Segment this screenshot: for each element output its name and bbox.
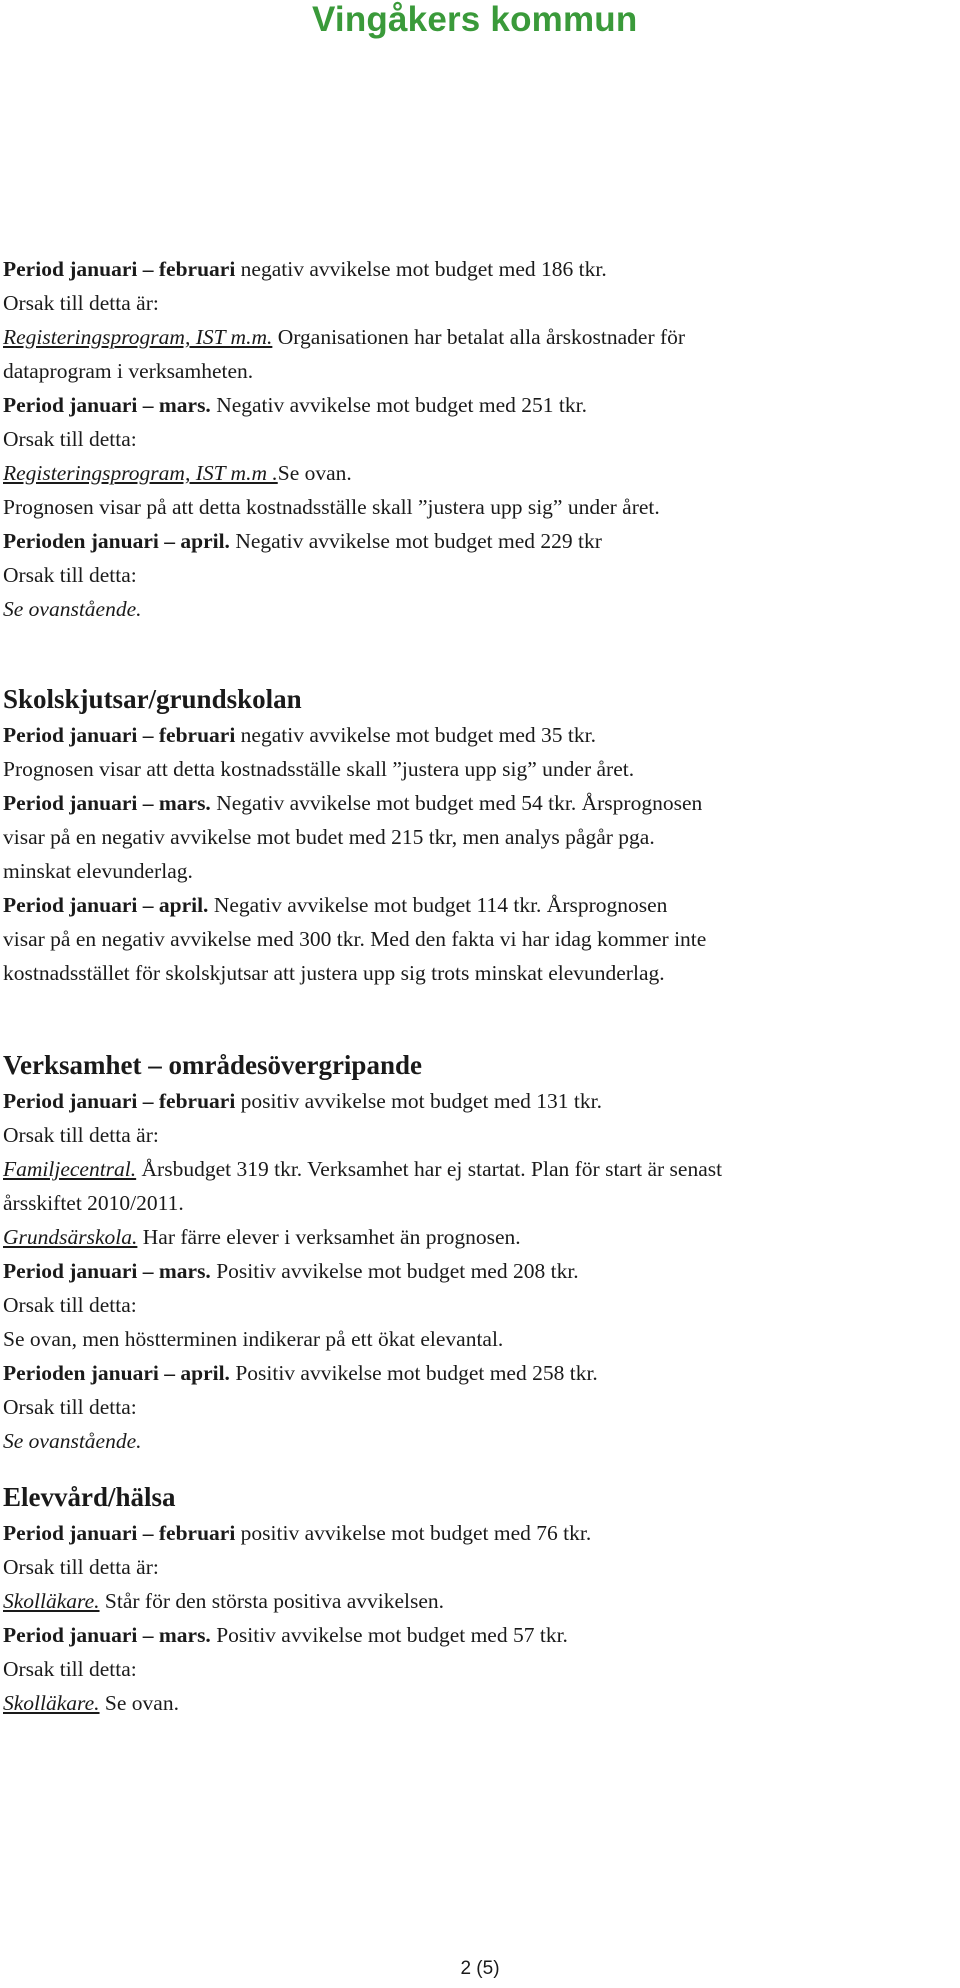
paragraph-line: Orsak till detta är:	[3, 1555, 159, 1579]
section-registration	[3, 252, 958, 626]
paragraph-line	[3, 388, 958, 422]
line-text: positiv avvikelse mot budget med 76 tkr.	[235, 1521, 592, 1545]
paragraph-line	[3, 1084, 958, 1118]
period-label: Perioden januari – april.	[3, 529, 230, 553]
page-number: 2 (5)	[460, 1958, 500, 1979]
paragraph-line: Se ovanstående.	[3, 1429, 142, 1453]
paragraph-line: Orsak till detta:	[3, 1293, 137, 1317]
period-label: Period januari – februari	[3, 257, 236, 281]
paragraph-line	[3, 1686, 958, 1720]
municipality-logo: Vingåkers kommun	[312, 0, 638, 39]
paragraph-line	[3, 1152, 958, 1186]
line-text: Se ovan.	[99, 1691, 179, 1715]
period-label: Period januari – mars.	[3, 1623, 211, 1647]
paragraph-line: visar på en negativ avvikelse mot budet med 215 tkr, men analys pågår pga.	[3, 825, 655, 849]
section-cross-area	[3, 1046, 958, 1458]
line-text: Negativ avvikelse mot budget med 54 tkr. Årsprognosen	[210, 791, 703, 815]
line-text: Har färre elever i verksamhet än prognosen.	[137, 1225, 521, 1249]
line-text: Positiv avvikelse mot budget med 258 tkr.	[229, 1361, 598, 1385]
paragraph-line	[3, 1584, 958, 1618]
paragraph-line	[3, 524, 958, 558]
paragraph-line	[3, 1254, 958, 1288]
paragraph-line	[3, 1356, 958, 1390]
paragraph-line	[3, 1618, 958, 1652]
line-text: Årsbudget 319 tkr. Verksamhet har ej startat. Plan för start är senast	[136, 1157, 723, 1181]
paragraph-line: Prognosen visar att detta kostnadsställe skall ”justera upp sig” under året.	[3, 757, 635, 781]
line-text: Positiv avvikelse mot budget med 57 tkr.	[210, 1623, 568, 1647]
section-student-health	[3, 1478, 958, 1720]
period-label: Period januari – april.	[3, 893, 209, 917]
line-text: Organisationen har betalat alla årskostnader för	[272, 325, 686, 349]
line-text: Se ovan.	[277, 461, 352, 485]
line-text: Negativ avvikelse mot budget med 251 tkr.	[210, 393, 587, 417]
period-label: Period januari – februari	[3, 1089, 236, 1113]
paragraph-line: Prognosen visar på att detta kostnadsställe skall ”justera upp sig” under året.	[3, 495, 660, 519]
paragraph-line: Orsak till detta:	[3, 427, 137, 451]
paragraph-line	[3, 888, 958, 922]
paragraph-line: Orsak till detta:	[3, 563, 137, 587]
paragraph-line	[3, 786, 958, 820]
paragraph-line	[3, 718, 958, 752]
period-label: Period januari – februari	[3, 1521, 236, 1545]
cause-link: Grundsärskola.	[3, 1225, 138, 1249]
cause-link: Registeringsprogram, IST m.m.	[3, 325, 273, 349]
period-label: Period januari – mars.	[3, 791, 211, 815]
paragraph-line	[3, 252, 958, 286]
section-school-transport	[3, 680, 958, 990]
section-heading: Verksamhet – områdesövergripande	[3, 1050, 422, 1080]
paragraph-line: Se ovanstående.	[3, 597, 142, 621]
line-text: positiv avvikelse mot budget med 131 tkr.	[235, 1089, 602, 1113]
line-text: Negativ avvikelse mot budget 114 tkr. Årsprognosen	[208, 893, 668, 917]
section-heading: Elevvård/hälsa	[3, 1482, 176, 1512]
cause-link: Registeringsprogram, IST m.m .	[3, 461, 278, 485]
paragraph-line: Orsak till detta är:	[3, 1123, 159, 1147]
document-body	[3, 252, 958, 1720]
paragraph-line	[3, 1516, 958, 1550]
paragraph-line	[3, 320, 958, 354]
period-label: Period januari – mars.	[3, 393, 211, 417]
line-text: negativ avvikelse mot budget med 186 tkr.	[235, 257, 607, 281]
cause-link: Familjecentral.	[3, 1157, 137, 1181]
paragraph-line: årsskiftet 2010/2011.	[3, 1191, 184, 1215]
period-label: Perioden januari – april.	[3, 1361, 230, 1385]
section-heading: Skolskjutsar/grundskolan	[3, 684, 302, 714]
period-label: Period januari – mars.	[3, 1259, 211, 1283]
line-text: Positiv avvikelse mot budget med 208 tkr.	[210, 1259, 579, 1283]
paragraph-line: visar på en negativ avvikelse med 300 tkr. Med den fakta vi har idag kommer inte	[3, 927, 707, 951]
paragraph-line	[3, 456, 958, 490]
line-text: Står för den största positiva avvikelsen.	[99, 1589, 445, 1613]
paragraph-line: Se ovan, men höstterminen indikerar på ett ökat elevantal.	[3, 1327, 504, 1351]
line-text: negativ avvikelse mot budget med 35 tkr.	[235, 723, 596, 747]
paragraph-line: kostnadsstället för skolskjutsar att justera upp sig trots minskat elevunderlag.	[3, 961, 665, 985]
paragraph-line: dataprogram i verksamheten.	[3, 359, 254, 383]
paragraph-line: minskat elevunderlag.	[3, 859, 193, 883]
paragraph-line: Orsak till detta är:	[3, 291, 159, 315]
cause-link: Skolläkare.	[3, 1589, 100, 1613]
paragraph-line: Orsak till detta:	[3, 1657, 137, 1681]
period-label: Period januari – februari	[3, 723, 236, 747]
cause-link: Skolläkare.	[3, 1691, 100, 1715]
line-text: Negativ avvikelse mot budget med 229 tkr	[229, 529, 602, 553]
paragraph-line: Orsak till detta:	[3, 1395, 137, 1419]
paragraph-line	[3, 1220, 958, 1254]
